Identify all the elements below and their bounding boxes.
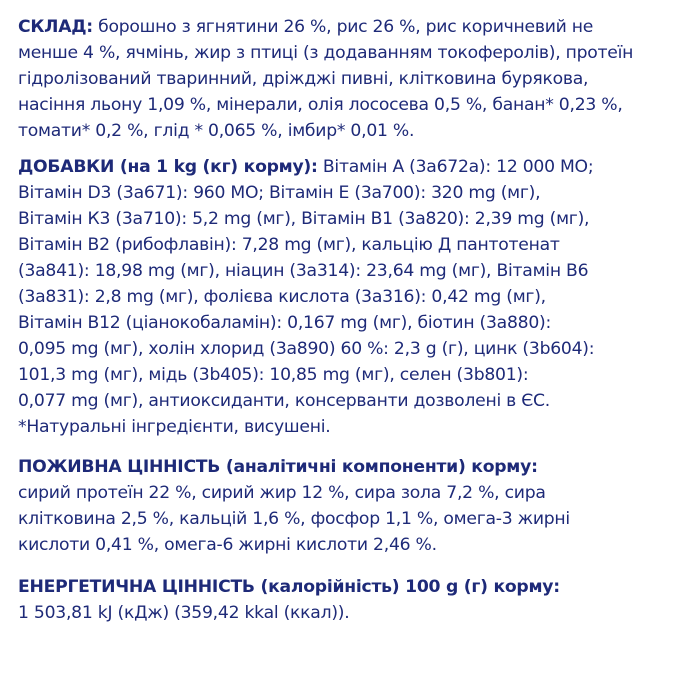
additives-section — [18, 154, 688, 440]
additives-text: Вітамін А (3а672а): 12 000 МО; — [317, 157, 594, 177]
energy-heading: ЕНЕРГЕТИЧНА ЦІННІСТЬ (калорійність) 100 g (г) корму: — [18, 577, 560, 597]
additives-line-10: 0,077 mg (мг), антиоксиданти, консерванти дозволені в ЄС. — [18, 391, 550, 411]
composition-heading: СКЛАД: — [18, 17, 93, 37]
additives-line-8: 0,095 mg (мг), холін хлорид (3а890) 60 %: 2,3 g (г), цинк (3b604): — [18, 339, 595, 359]
additives-line-3: Вітамін К3 (3а710): 5,2 mg (мг), Вітамін В1 (3а820): 2,39 mg (мг), — [18, 209, 590, 229]
nutrition-section — [18, 454, 688, 558]
composition-line-5: томати* 0,2 %, глід * 0,065 %, імбир* 0,01 %. — [18, 121, 415, 141]
additives-line-5: (3а841): 18,98 mg (мг), ніацин (3а314): 23,64 mg (мг), Вітамін В6 — [18, 261, 589, 281]
composition-line-2: менше 4 %, ячмінь, жир з птиці (з додаванням токоферолів), протеїн — [18, 43, 634, 63]
additives-line-9: 101,3 mg (мг), мідь (3b405): 10,85 mg (мг), селен (3b801): — [18, 365, 529, 385]
composition-text: борошно з ягнятини 26 %, рис 26 %, рис коричневий не — [92, 17, 594, 37]
nutrition-line-1: сирий протеїн 22 %, сирий жир 12 %, сира зола 7,2 %, сира — [18, 483, 546, 503]
additives-line-2: Вітамін D3 (3а671): 960 МО; Вітамін Е (3а700): 320 mg (мг), — [18, 183, 541, 203]
nutrition-line-2: клітковина 2,5 %, кальцій 1,6 %, фосфор 1,1 %, омега-3 жирні — [18, 509, 570, 529]
additives-line-1 — [18, 154, 688, 180]
additives-line-6: (3а831): 2,8 mg (мг), фолієва кислота (3а316): 0,42 mg (мг), — [18, 287, 546, 307]
label-text-block — [18, 14, 688, 626]
nutrition-heading: ПОЖИВНА ЦІННІСТЬ (аналітичні компоненти) корму: — [18, 457, 538, 477]
additives-heading: ДОБАВКИ (на 1 kg (кг) корму): — [18, 157, 318, 177]
additives-footnote: *Натуральні інгредієнти, висушені. — [18, 417, 331, 437]
composition-section — [18, 14, 688, 144]
composition-line-3: гідролізований тваринний, дріжджі пивні, клітковина бурякова, — [18, 69, 589, 89]
additives-line-4: Вітамін В2 (рибофлавін): 7,28 mg (мг), кальцію Д пантотенат — [18, 235, 560, 255]
additives-line-7: Вітамін В12 (ціанокобаламін): 0,167 mg (мг), біотин (3а880): — [18, 313, 551, 333]
nutrition-line-3: кислоти 0,41 %, омега-6 жирні кислоти 2,46 %. — [18, 535, 437, 555]
composition-line-4: насіння льону 1,09 %, мінерали, олія лососева 0,5 %, банан* 0,23 %, — [18, 95, 623, 115]
energy-section — [18, 574, 688, 626]
energy-line-1: 1 503,81 kJ (кДж) (359,42 kkal (ккал)). — [18, 603, 350, 623]
composition-line-1 — [18, 14, 688, 40]
